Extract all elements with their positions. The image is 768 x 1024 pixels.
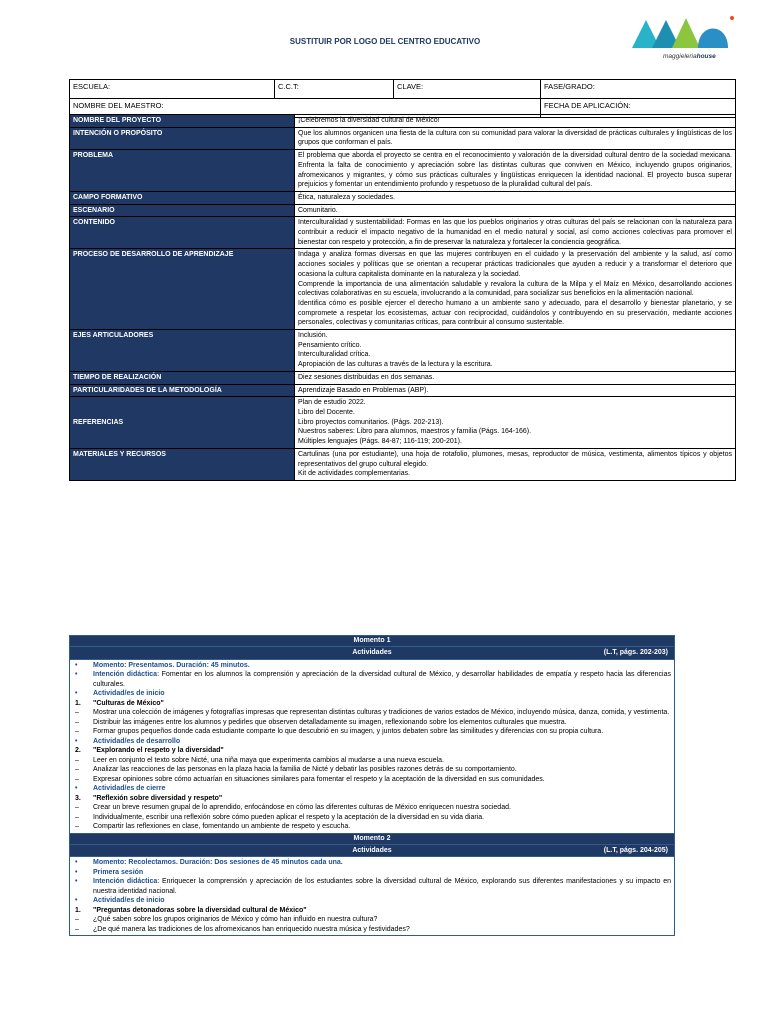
activity-line (73, 803, 671, 813)
project-value-line: Libro del Docente. (298, 408, 355, 416)
project-value-line: Múltiples lenguajes (Págs. 84-87; 116-119; 200-201). (298, 438, 462, 446)
project-row (70, 397, 736, 449)
activity-line (73, 727, 671, 737)
activity-line (73, 689, 671, 699)
project-row-label: REFERENCIAS (70, 397, 295, 449)
list-marker: – (75, 718, 79, 726)
activity-line (73, 699, 671, 709)
activity-text: Mostrar una colección de imágenes y fotografías impresas que representan distintas culturas y tradiciones de varios estados de México, incluyendo música, danza, comida, y vestimenta. (93, 709, 670, 716)
activity-text: Formar grupos pequeños donde cada estudiante comparte lo que descubrió en su imagen, y juntos debaten sobre las similitudes y diferencias con su propia cultura. (93, 728, 604, 735)
activity-line (73, 858, 671, 868)
bullet-icon: • (75, 868, 78, 876)
bullet-icon: • (75, 785, 78, 792)
activity-line (73, 756, 671, 766)
project-value-line: Pensamiento crítico. (298, 341, 362, 349)
activity-text: Momento: Presentamos. Duración: 45 minutos. (93, 661, 250, 669)
project-row-label: PARTICULARIDADES DE LA METODOLOGÍA (70, 384, 295, 397)
project-value-line: Que los alumnos organicen una fiesta de la cultura con su comunidad para valorar la diversidad de prácticas culturales y lingüísticas de los grupos que conforman el país. (298, 129, 732, 147)
activity-line (73, 708, 671, 718)
list-marker: – (75, 709, 79, 716)
header-title: SUSTITUIR POR LOGO DEL CENTRO EDUCATIVO (289, 37, 481, 46)
bullet-icon: • (75, 859, 78, 866)
bullet-icon: • (75, 690, 78, 697)
grade-field[interactable]: FASE/GRADO: (541, 80, 736, 99)
project-value-line: Inclusión. (298, 332, 328, 340)
project-row-value (295, 127, 736, 149)
activity-text: Intención didáctica: Fomentar en los alumnos la comprensión y apreciación de la diversidad cultural de México, y desarrollar habilidades de empatía y respeto hacia las diferencias culturales. (93, 671, 671, 688)
list-marker: 1. (75, 699, 81, 707)
list-marker: – (75, 766, 79, 773)
project-value-line: Indaga y analiza formas diversas en que las mujeres contribuyen en el cuidado y la preservación del ambiente y la salud, así como acciones sociales y políticas que se orientan a recuperar prácticas tradicionales que ayuden a reducir y a transformar el deterioro que ocasiona la cultura capitalista dominante en la naturaleza y la sociedad. (298, 251, 732, 278)
bullet-icon: • (75, 671, 78, 678)
project-row-label: TIEMPO DE REALIZACIÓN (70, 371, 295, 384)
activity-line (73, 877, 671, 896)
project-row (70, 150, 736, 192)
school-info-table (69, 79, 736, 118)
moments-table (69, 635, 675, 936)
project-row-label: EJES ARTICULADORES (70, 330, 295, 372)
list-marker: 2. (75, 747, 81, 754)
activity-text: Distribuir las imágenes entre los alumnos y pedirles que observen detalladamente su imagen, reflexionando sobre los elementos culturales que muestra. (93, 718, 567, 726)
project-row-value (295, 249, 736, 330)
activity-text: Individualmente, escribir una reflexión sobre cómo pueden aplicar el respeto y la aceptación de la diversidad en su vida diaria. (93, 813, 485, 821)
page-reference: (L.T, págs. 204-205) (603, 846, 668, 854)
activity-text: Intención didáctica: Enriquecer la comprensión y apreciación de los estudiantes sobre la diversidad cultural de México, explorando sus diferentes manifestaciones y su impacto en nuestra identidad nacional. (93, 878, 671, 895)
project-row-value (295, 371, 736, 384)
project-value-line: Diez sesiones distribuidas en dos semanas. (298, 373, 435, 381)
list-marker: – (75, 925, 79, 933)
project-row-value (295, 191, 736, 204)
project-row (70, 371, 736, 384)
project-row-label: PROCESO DE DESARROLLO DE APRENDIZAJE (70, 249, 295, 330)
project-row (70, 115, 736, 128)
activities-label: Actividades (352, 649, 392, 656)
activity-line (73, 784, 671, 794)
activity-line (73, 868, 671, 878)
activity-line (73, 718, 671, 728)
activity-text: "Explorando el respeto y la diversidad" (93, 747, 224, 754)
list-marker: – (75, 916, 79, 923)
activity-line (73, 794, 671, 804)
list-marker: – (75, 813, 79, 821)
activity-text: Primera sesión (93, 868, 144, 876)
list-marker: 1. (75, 906, 81, 914)
activity-text: Actividad/es de inicio (93, 897, 165, 904)
activity-text: "Preguntas detonadoras sobre la diversidad cultural de México" (93, 906, 307, 914)
project-value-line: Comprende la importancia de una alimentación saludable y revalora la cultura de la Milpa y el Maíz en México, desarrollando acciones colectivas colaborativas en su escuela, involucrando a la comunidad, para socializar sus beneficios en la alimentación nacional. (298, 280, 732, 298)
project-value-line: ¡Celebremos la diversidad cultural de México! (298, 117, 440, 124)
moment-body (70, 857, 675, 936)
bullet-icon: • (75, 661, 78, 669)
project-row-label: ESCENARIO (70, 204, 295, 217)
project-value-line: Ética, naturaleza y sociedades. (298, 193, 395, 201)
activity-text: Actividad/es de desarrollo (93, 737, 181, 745)
list-marker: – (75, 823, 79, 830)
activity-line (73, 822, 671, 832)
project-value-line: Identifica cómo es posible ejercer el derecho humano a un ambiente sano y adecuado, para el desarrollo y bienestar planetario, y se compromete a respetar los ecosistemas, actuar con reciprocidad, cuidándolos y contribuyendo en su preservación, mediante acciones personales, colectivas y comunitarias críticas, para contribuir al consumo sustentable. (298, 299, 732, 327)
activity-line (73, 765, 671, 775)
clave-field[interactable]: CLAVE: (394, 80, 541, 99)
project-value-line: Comunitario. (298, 206, 338, 214)
project-row-value (295, 150, 736, 192)
date-field[interactable]: FECHA DE APLICACIÓN: (541, 99, 736, 118)
project-row (70, 217, 736, 249)
project-row-value (295, 448, 736, 480)
activity-text: "Reflexión sobre diversidad y respeto" (93, 794, 223, 802)
activity-text: Expresar opiniones sobre cómo actuarían en situaciones similares para fomentar el respeto y la aceptación de la diversidad en sus comunidades. (93, 775, 545, 783)
activity-line (73, 813, 671, 823)
activity-text: "Culturas de México" (93, 699, 164, 707)
project-row-label: CAMPO FORMATIVO (70, 191, 295, 204)
project-value-line: Libro proyectos comunitarios. (Págs. 202-213). (298, 418, 444, 426)
list-marker: – (75, 728, 79, 735)
list-marker: – (75, 775, 79, 783)
activity-line (73, 746, 671, 756)
activity-line (73, 775, 671, 785)
school-field[interactable]: ESCUELA: (70, 80, 275, 99)
activity-text: Actividad/es de cierre (93, 785, 166, 792)
activity-text: ¿Qué saben sobre los grupos originarios de México y cómo han influido en nuestra cultura? (93, 916, 378, 923)
activity-line (73, 670, 671, 689)
activity-text: Leer en conjunto el texto sobre Nicté, una niña maya que experimenta cambios al mudarse a una nueva escuela. (93, 756, 444, 764)
project-row-label: NOMBRE DEL PROYECTO (70, 115, 295, 128)
project-value-line: Aprendizaje Basado en Problemas (ABP). (298, 386, 429, 394)
project-row-value (295, 115, 736, 128)
project-value-line: Apropiación de las culturas a través de la lectura y la escritura. (298, 361, 493, 369)
project-row (70, 249, 736, 330)
activity-line (73, 925, 671, 935)
cct-field[interactable]: C.C.T: (275, 80, 394, 99)
moment-title: Momento 2 (70, 833, 675, 844)
activities-label: Actividades (352, 846, 392, 854)
project-row (70, 191, 736, 204)
bullet-icon: • (75, 897, 78, 904)
bullet-icon: • (75, 737, 78, 745)
project-row (70, 127, 736, 149)
activity-text: Compartir las reflexiones en clase, fomentando un ambiente de respeto y escucha. (93, 823, 351, 830)
project-table (69, 114, 736, 481)
list-marker: – (75, 804, 79, 811)
project-value-line: Interculturalidad y sustentabilidad: Formas en las que los pueblos originarios y otras culturas del país se relacionan con la naturaleza para contribuir a reducir el impacto negativo de la humanidad en el medio natural y social, así como acciones colectivas para promover el bienestar con respeto y protección, a fin de preservar la naturaleza y fortalecer la conciencia geográfica. (298, 219, 732, 246)
moment-subtitle (70, 844, 675, 857)
activity-text: ¿De qué manera las tradiciones de los afromexicanos han enriquecido nuestra música y festividades? (93, 925, 410, 933)
activity-text: Analizar las reacciones de las personas en la plaza hacia la familia de Nicté y debatir las posibles razones detrás de su comportamiento. (93, 766, 517, 773)
project-row-value (295, 384, 736, 397)
project-value-line: El problema que aborda el proyecto se centra en el reconocimiento y valoración de la diversidad cultural dentro de la sociedad mexicana. Enfrenta la falta de conocimiento y apreciación sobre las distintas culturas que conviven en México, incluyendo grupos originarios, afromexicanos y migrantes, y cómo sus prácticas culturales y lingüísticas enriquecen la identidad nacional. El proyecto busca superar prejuicios y fomentar un entendimiento profundo y respetuoso de la pluralidad cultural del país. (298, 152, 732, 189)
activity-text: Crear un breve resumen grupal de lo aprendido, enfocándose en cómo las diferentes culturas de México enriquecen nuestra sociedad. (93, 804, 511, 811)
project-row-label: INTENCIÓN O PROPÓSITO (70, 127, 295, 149)
project-row-label: CONTENIDO (70, 217, 295, 249)
project-value-line: Plan de estudio 2022. (298, 399, 366, 407)
page-reference: (L.T, págs. 202-203) (603, 649, 668, 656)
project-row (70, 204, 736, 217)
project-row (70, 448, 736, 480)
project-row (70, 330, 736, 372)
logo-text: maggieleriahouse (663, 53, 716, 60)
project-value-line: Nuestros saberes: Libro para alumnos, maestros y familia (Págs. 164-166). (298, 428, 532, 436)
list-marker: – (75, 756, 79, 764)
project-value-line: Interculturalidad crítica. (298, 351, 371, 359)
project-row-label: PROBLEMA (70, 150, 295, 192)
project-row-value (295, 330, 736, 372)
project-value-line: Cartulinas (una por estudiante), una hoja de rotafolio, plumones, mesas, reproductor de música, vestimenta, alimentos típicos y objetos representativos del grupo cultural elegido. (298, 450, 732, 468)
activity-text: Momento: Recolectamos. Duración: Dos sesiones de 45 minutos cada una. (93, 859, 343, 866)
activity-line (73, 661, 671, 671)
activity-line (73, 906, 671, 916)
list-marker: 3. (75, 794, 81, 802)
project-row-value (295, 397, 736, 449)
moment-subtitle (70, 647, 675, 660)
project-row-value (295, 204, 736, 217)
project-row-label: MATERIALES Y RECURSOS (70, 448, 295, 480)
activity-line (73, 915, 671, 925)
activity-text: Actividad/es de inicio (93, 690, 165, 697)
moment-body (70, 659, 675, 833)
moment-title: Momento 1 (70, 636, 675, 647)
activity-line (73, 896, 671, 906)
activity-line (73, 737, 671, 747)
project-value-line: Kit de actividades complementarias. (298, 470, 411, 478)
teacher-field[interactable]: NOMBRE DEL MAESTRO: (70, 99, 541, 118)
project-row-value (295, 217, 736, 249)
bullet-icon: • (75, 878, 78, 885)
project-row (70, 384, 736, 397)
